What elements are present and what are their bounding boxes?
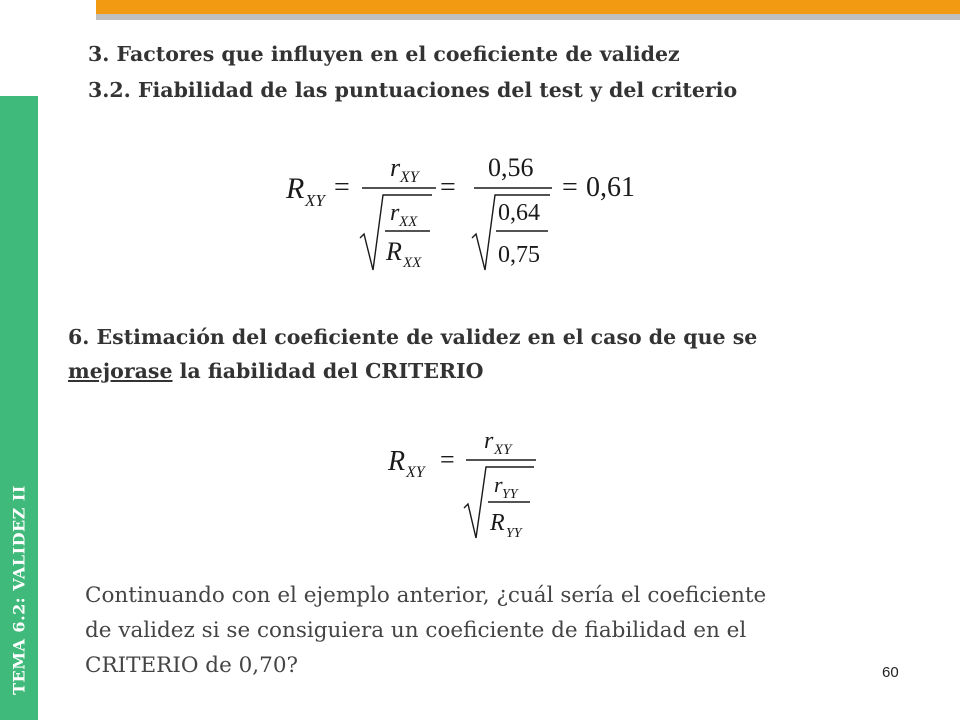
section-line-1: 6. Estimación del coeficiente de validez en el caso de que se	[68, 325, 758, 349]
eq1-inner-den-value: 0,75	[498, 242, 540, 268]
equation-1	[278, 140, 658, 280]
question-line-3: CRITERIO de 0,70?	[85, 653, 299, 678]
eq1-lhs-sub: XY	[305, 191, 325, 210]
eq1-equals-3: =	[562, 172, 578, 203]
top-accent-shadow	[96, 14, 960, 20]
eq1-equals-2: =	[440, 172, 456, 203]
section-underlined-word: mejorase	[68, 359, 173, 383]
eq2-inner-den-sub: YY	[506, 526, 522, 541]
title-line-2: 3.2. Fiabilidad de las puntuaciones del test y del criterio	[88, 78, 738, 102]
eq2-equals: =	[440, 445, 455, 474]
question-line-1: Continuando con el ejemplo anterior, ¿cuál sería el coeficiente	[85, 583, 767, 608]
eq1-result: 0,61	[586, 172, 635, 203]
eq1-inner-num-value: 0,64	[498, 200, 540, 226]
eq2-num-sub: XY	[494, 442, 512, 458]
eq1-inner-den-sub: XX	[403, 255, 422, 271]
eq1-inner-num-sub: XX	[399, 214, 418, 230]
eq1-equals-1: =	[334, 172, 350, 203]
page-number: 60	[882, 664, 899, 681]
side-label: TEMA 6.2: VALIDEZ II	[9, 485, 29, 695]
equation-2	[380, 418, 550, 548]
slide-title	[88, 36, 737, 108]
eq2-lhs-sub: XY	[406, 464, 425, 481]
section-line-2	[68, 354, 898, 388]
eq2-num-var: r	[484, 428, 494, 454]
top-accent-bar	[96, 0, 960, 14]
eq1-inner-den-var: R	[386, 237, 402, 266]
eq1-lhs-main: R	[286, 172, 305, 205]
eq1-num-var: r	[390, 153, 401, 182]
eq2-lhs-main: R	[388, 446, 406, 477]
eq2-inner-num-sub: YY	[502, 487, 518, 502]
title-line-1: 3. Factores que influyen en el coeficiente de validez	[88, 42, 680, 66]
section-line-2-rest: la fiabilidad del CRITERIO	[172, 359, 484, 383]
question-text	[85, 578, 915, 683]
eq2-inner-num-var: r	[494, 472, 503, 497]
eq1-inner-num-var: r	[390, 200, 400, 226]
eq2-inner-den-var: R	[490, 510, 505, 536]
section-heading	[68, 320, 898, 388]
eq1-num-sub: XY	[400, 169, 419, 186]
question-line-2: de validez si se consiguiera un coeficiente de fiabilidad en el	[85, 618, 747, 643]
eq1-num-value: 0,56	[488, 153, 534, 182]
